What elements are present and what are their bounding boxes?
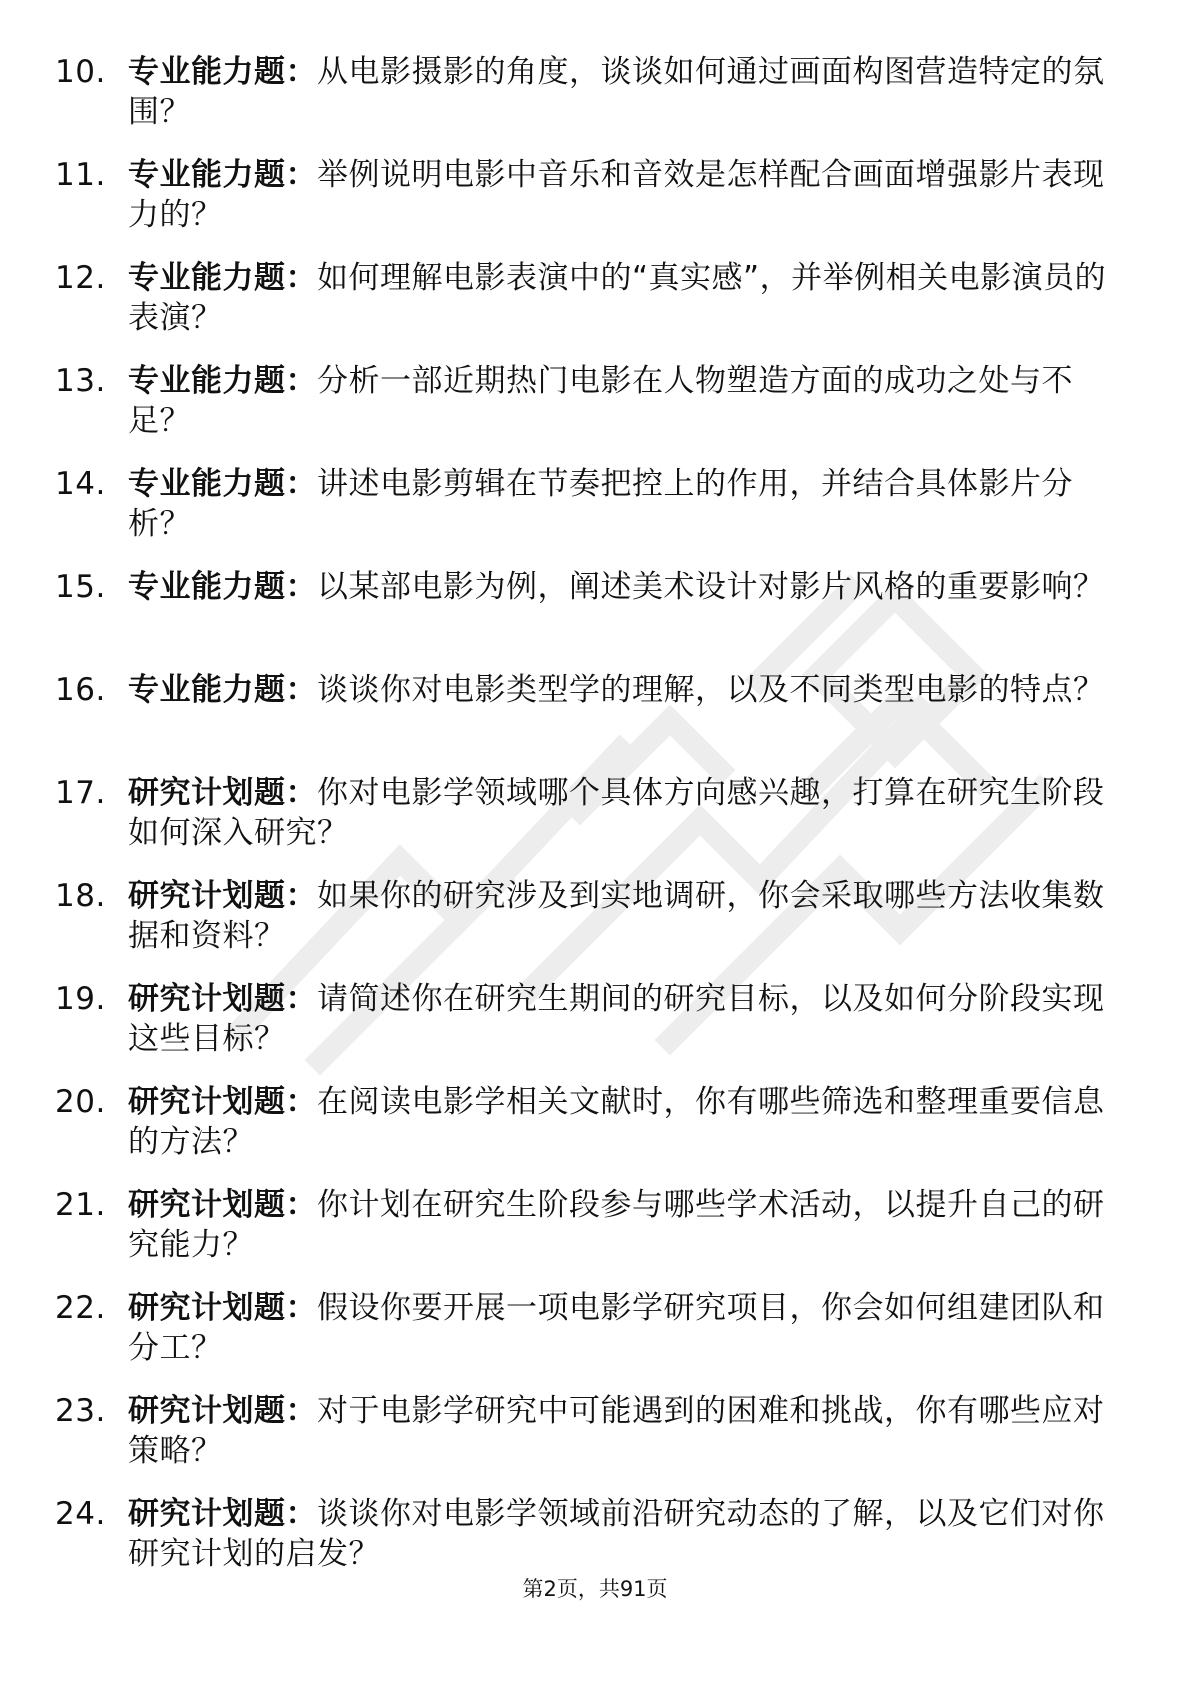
page-footer (0, 1573, 1190, 1603)
page-number-label: 第2页，共91页 (522, 1577, 668, 1601)
question-item (55, 258, 1135, 361)
question-category: 研究计划题： (128, 1393, 317, 1429)
question-body (128, 979, 1128, 1059)
question-number: 16. (55, 672, 106, 708)
question-category: 专业能力题： (128, 466, 317, 502)
question-number: 14. (55, 466, 106, 502)
question-list (55, 52, 1135, 1597)
question-category: 研究计划题： (128, 1187, 317, 1223)
question-item (55, 52, 1135, 155)
question-category: 研究计划题： (128, 775, 317, 811)
question-number: 11. (55, 157, 106, 193)
question-item (55, 567, 1135, 670)
question-body (128, 876, 1128, 956)
question-item (55, 979, 1135, 1082)
question-item (55, 464, 1135, 567)
question-number: 24. (55, 1496, 106, 1532)
question-text: 以某部电影为例，阐述美术设计对影片风格的重要影响？ (317, 569, 1105, 605)
question-text: 谈谈你对电影类型学的理解，以及不同类型电影的特点？ (317, 672, 1105, 708)
question-item (55, 1288, 1135, 1391)
question-item (55, 155, 1135, 258)
question-number: 22. (55, 1290, 106, 1326)
question-body (128, 155, 1128, 235)
question-text: 假设你要开展一项电影学研究项目，你会如何组建团队和分工？ (128, 1290, 1105, 1366)
question-category: 专业能力题： (128, 569, 317, 605)
question-text: 你对电影学领域哪个具体方向感兴趣，打算在研究生阶段如何深入研究？ (128, 775, 1105, 851)
question-number: 10. (55, 54, 106, 90)
question-category: 研究计划题： (128, 1290, 317, 1326)
question-number: 23. (55, 1393, 106, 1429)
question-category: 研究计划题： (128, 878, 317, 914)
question-body (128, 1288, 1128, 1368)
question-item (55, 670, 1135, 773)
question-body (128, 1185, 1128, 1265)
question-body (128, 52, 1128, 132)
question-category: 专业能力题： (128, 363, 317, 399)
question-body (128, 773, 1128, 853)
question-text: 请简述你在研究生期间的研究目标，以及如何分阶段实现这些目标？ (128, 981, 1105, 1057)
question-body (128, 1494, 1128, 1574)
question-body (128, 1391, 1128, 1471)
question-number: 18. (55, 878, 106, 914)
question-number: 12. (55, 260, 106, 296)
question-category: 专业能力题： (128, 260, 317, 296)
question-item (55, 876, 1135, 979)
question-item (55, 1185, 1135, 1288)
question-category: 研究计划题： (128, 1084, 317, 1120)
question-category: 专业能力题： (128, 54, 317, 90)
question-text: 讲述电影剪辑在节奏把控上的作用，并结合具体影片分析？ (128, 466, 1073, 542)
question-number: 20. (55, 1084, 106, 1120)
question-text: 如果你的研究涉及到实地调研，你会采取哪些方法收集数据和资料？ (128, 878, 1105, 954)
question-number: 13. (55, 363, 106, 399)
question-number: 15. (55, 569, 106, 605)
question-text: 从电影摄影的角度，谈谈如何通过画面构图营造特定的氛围？ (128, 54, 1105, 130)
question-text: 对于电影学研究中可能遇到的困难和挑战，你有哪些应对策略？ (128, 1393, 1105, 1469)
question-category: 研究计划题： (128, 981, 317, 1017)
question-text: 谈谈你对电影学领域前沿研究动态的了解，以及它们对你研究计划的启发？ (128, 1496, 1105, 1572)
question-body (128, 258, 1128, 338)
question-number: 21. (55, 1187, 106, 1223)
question-text: 你计划在研究生阶段参与哪些学术活动，以提升自己的研究能力？ (128, 1187, 1105, 1263)
question-number: 19. (55, 981, 106, 1017)
question-text: 举例说明电影中音乐和音效是怎样配合画面增强影片表现力的？ (128, 157, 1105, 233)
question-category: 研究计划题： (128, 1496, 317, 1532)
question-body (128, 1082, 1128, 1162)
question-item (55, 1082, 1135, 1185)
question-item (55, 361, 1135, 464)
question-text: 如何理解电影表演中的“真实感”，并举例相关电影演员的表演？ (128, 260, 1107, 336)
question-number: 17. (55, 775, 106, 811)
question-category: 专业能力题： (128, 157, 317, 193)
question-body (128, 567, 1128, 607)
question-category: 专业能力题： (128, 672, 317, 708)
question-body (128, 464, 1128, 544)
question-body (128, 670, 1128, 710)
question-item (55, 1391, 1135, 1494)
question-item (55, 773, 1135, 876)
question-body (128, 361, 1128, 441)
question-text: 在阅读电影学相关文献时，你有哪些筛选和整理重要信息的方法？ (128, 1084, 1105, 1160)
question-text: 分析一部近期热门电影在人物塑造方面的成功之处与不足？ (128, 363, 1073, 439)
